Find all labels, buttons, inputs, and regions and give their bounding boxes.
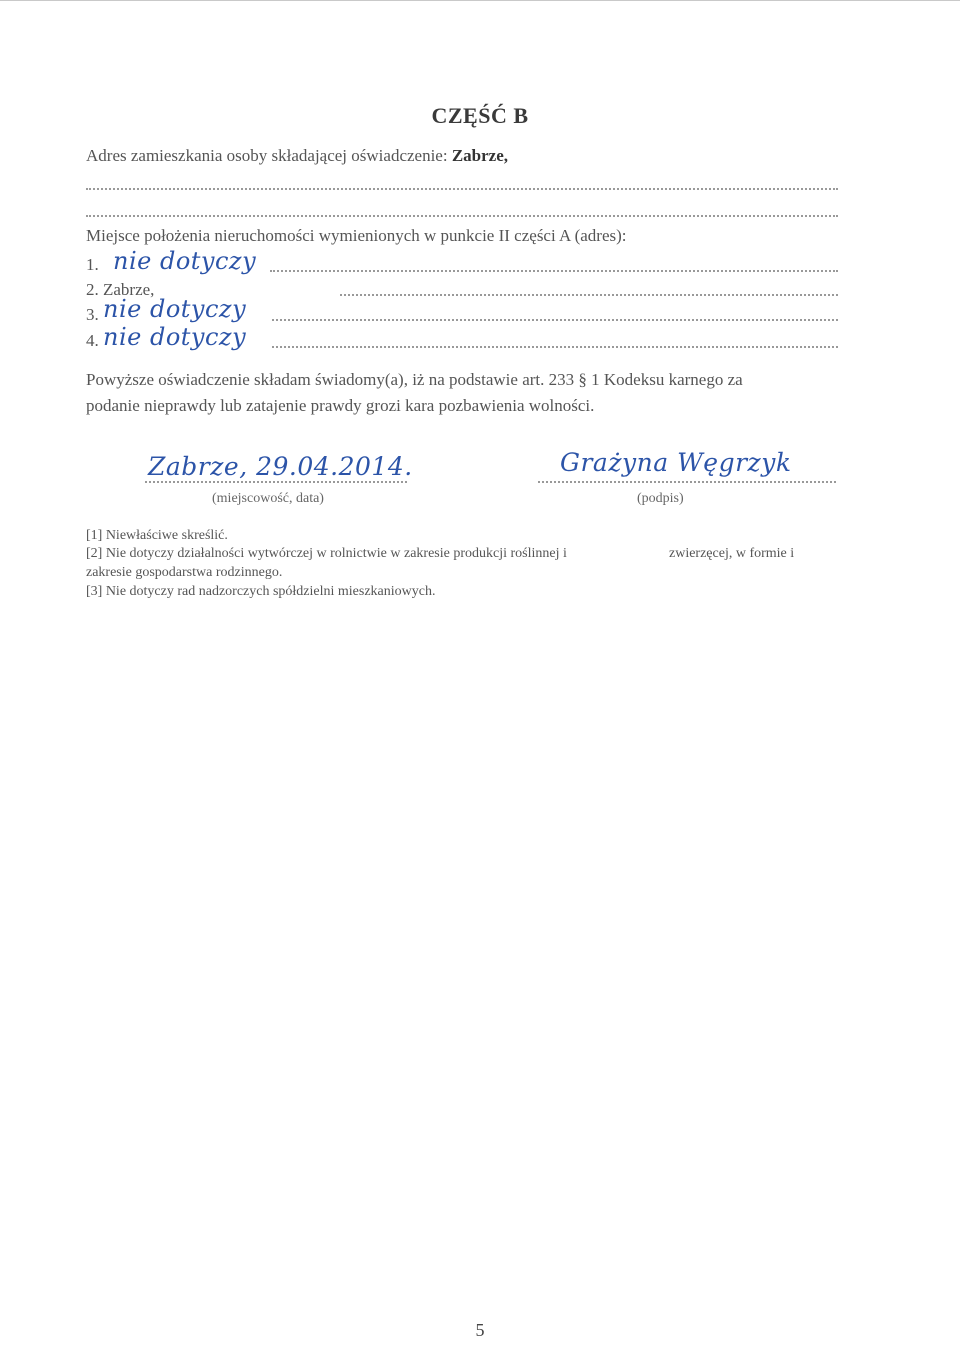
footnote-2-part-2: zwierzęcej, w formie i — [669, 546, 795, 561]
property-item-2-dotted-line — [340, 294, 838, 296]
signature-caption: (podpis) — [637, 491, 684, 506]
property-item-3-dotted-line — [272, 319, 838, 321]
property-item-4-handwritten: nie dotyczy — [103, 323, 247, 351]
property-item-4-number: 4. — [86, 331, 99, 350]
declaration-line-2: podanie nieprawdy lub zatajenie prawdy grozi kara pozbawienia wolności. — [86, 396, 595, 415]
signature-dotted-line — [538, 481, 836, 483]
property-location-label: Miejsce położenia nieruchomości wymienionych w punkcie II części A (adres): — [86, 226, 627, 245]
footnote-1: [1] Niewłaściwe skreślić. — [86, 528, 228, 543]
property-item-3-number: 3. — [86, 305, 99, 324]
place-date-caption: (miejscowość, data) — [212, 491, 324, 506]
footnote-3: [3] Nie dotyczy rad nadzorczych spółdzielni mieszkaniowych. — [86, 584, 436, 599]
address-value: Zabrze, — [451, 146, 509, 165]
place-date-handwritten: Zabrze, 29.04.2014. — [148, 452, 413, 481]
address-label: Adres zamieszkania osoby składającej oświadczenie: — [86, 146, 448, 165]
property-item-1-handwritten: nie dotyczy — [113, 247, 257, 275]
property-item-3-handwritten: nie dotyczy — [103, 295, 247, 323]
property-item-1-number: 1. — [86, 255, 99, 274]
property-item-2-number: 2. — [86, 280, 99, 299]
page-number: 5 — [475, 1320, 485, 1340]
page-top-border — [0, 0, 960, 1]
footnote-2-part-3: zakresie gospodarstwa rodzinnego. — [86, 565, 283, 580]
section-title: CZĘŚĆ B — [431, 103, 529, 128]
property-item-1-dotted-line — [270, 270, 838, 272]
property-item-2-text: Zabrze, — [103, 280, 155, 299]
signature-handwritten: Grażyna Węgrzyk — [560, 448, 792, 477]
footnote-2-part-1: [2] Nie dotyczy działalności wytwórczej w rolnictwie w zakresie produkcji roślinnej i — [86, 546, 567, 561]
address-line — [86, 146, 508, 166]
address-dotted-line-2 — [86, 215, 838, 217]
declaration-line-1: Powyższe oświadczenie składam świadomy(a), iż na podstawie art. 233 § 1 Kodeksu karnego za — [86, 370, 743, 389]
address-dotted-line-1 — [86, 188, 838, 190]
place-date-dotted-line — [145, 481, 407, 483]
property-item-4-dotted-line — [272, 346, 838, 348]
